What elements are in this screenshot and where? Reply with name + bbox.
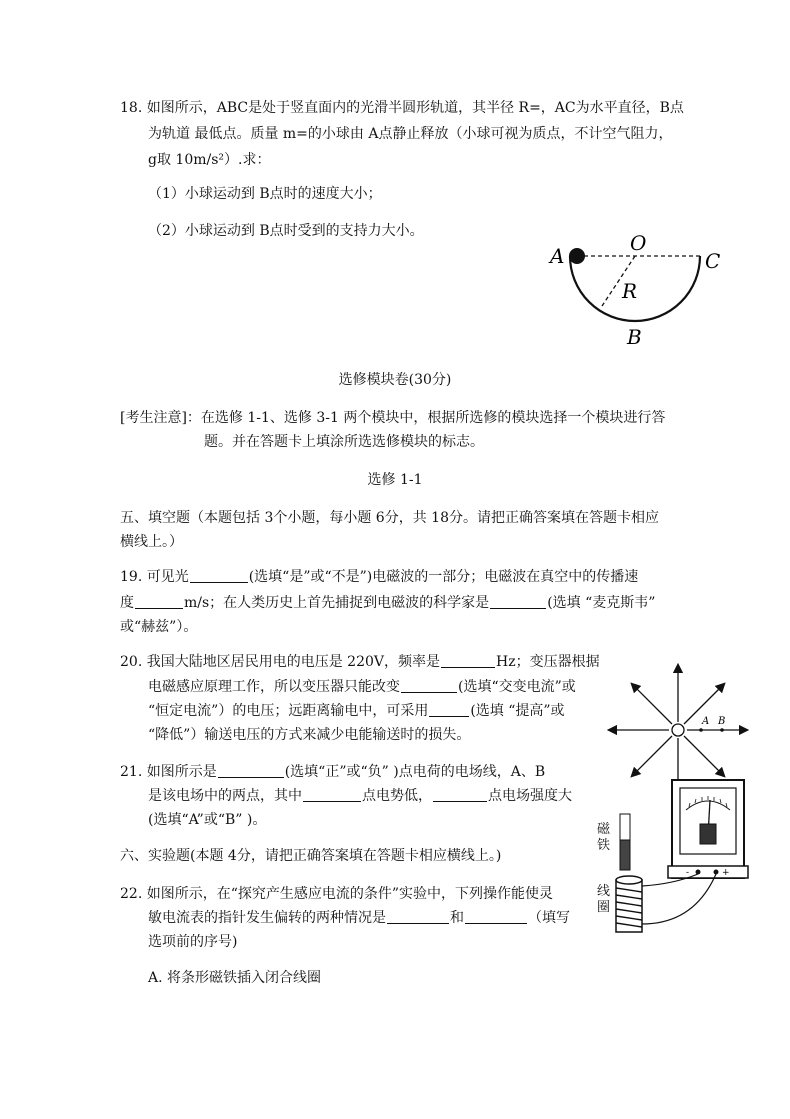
field-line-lower-right [684, 736, 722, 774]
q21-text-1a: 21. 如图所示是 [120, 764, 217, 780]
q22-text-2c: （填写 [528, 910, 570, 926]
q19-blank-2[interactable] [135, 594, 183, 609]
q18-sub-1: （1）小球运动到 B点时的速度大小； [148, 186, 382, 202]
q22-text-2b: 和 [450, 910, 464, 926]
wire-2 [642, 874, 716, 924]
q20-text-3a: “恒定电流”）的电压；远距离输电中，可采用 [148, 703, 429, 719]
galvanometer-coil [700, 824, 716, 844]
q19-blank-3[interactable] [490, 594, 546, 609]
q21-text-1b: (选填“正”或“负” )点电荷的电场线，A、B [284, 764, 546, 780]
q19-blank-1[interactable] [190, 568, 248, 583]
q19-text-1a: 19. 可见光 [120, 569, 189, 585]
q20-blank-1[interactable] [441, 653, 495, 668]
q19-text-1b: (选填“是”或“不是”)电磁波的一部分；电磁波在真空中的传播速 [248, 569, 639, 585]
q21-text-2b: 点电势低， [362, 788, 432, 804]
q18-line-2: 为轨道 最低点。质量 m=的小球由 A点静止释放（小球可视为质点，不计空气阻力， [148, 126, 673, 142]
q22-line-1: 22. 如图所示，在“探究产生感应电流的条件”实验中，下列操作能使灵 [120, 886, 554, 902]
q18-line-1: 18. 如图所示，ABC是处于竖直面内的光滑半圆形轨道，其半径 R=，AC为水平直径，B点 [120, 100, 684, 116]
q21-text-2a: 是该电场中的两点，其中 [148, 788, 302, 804]
q21-blank-3[interactable] [433, 787, 487, 802]
q20-text-2b: (选填“交变电流”或 [458, 679, 576, 695]
field-line-lower-left [634, 736, 672, 774]
coil-label: 线圈 [597, 884, 611, 915]
label-r: R [622, 279, 638, 303]
q22-option-a: A. 将条形磁铁插入闭合线圈 [148, 970, 322, 986]
q18-sub-2: （2）小球运动到 B点时受到的支持力大小。 [148, 223, 424, 239]
q20-line-2 [148, 677, 576, 697]
q19-text-2a: 度 [120, 595, 134, 611]
q20-blank-3[interactable] [429, 702, 469, 717]
part6-title: 六、实验题(本题 4分，请把正确答案填在答题卡相应横线上。) [120, 848, 502, 864]
q21-blank-2[interactable] [303, 787, 361, 802]
part5-line-1: 五、填空题（本题包括 3个小题，每小题 6分，共 18分。请把正确答案填在答题卡相应 [120, 510, 659, 526]
q22-line-2 [148, 908, 570, 928]
point-b [720, 728, 724, 732]
field-label-b: B [718, 716, 726, 727]
q21-line-1 [120, 762, 545, 782]
field-label-a: A [702, 716, 710, 727]
q21-line-2 [148, 786, 572, 806]
q21-blank-1[interactable] [218, 763, 284, 778]
q20-text-2a: 电磁感应原理工作，所以变压器只能改变 [148, 679, 400, 695]
induction-experiment-figure [594, 774, 754, 944]
notice-line-1: [考生注意]：在选修 1-1、选修 3-1 两个模块中，根据所选修的模块选择一个模块进行答 [120, 410, 666, 426]
notice-line-2: 题。并在答题卡上填涂所选选修模块的标志。 [204, 434, 484, 450]
q22-line-3: 选项前的序号) [148, 934, 238, 950]
section-title: 选修模块卷(30分) [338, 372, 452, 388]
galvanometer-base [668, 866, 748, 878]
q20-line-4: “降低”）输送电压的方式来减少电能输送时的损失。 [148, 727, 471, 743]
field-line-upper-left [634, 686, 672, 724]
q19-line-3: 或“赫兹”）。 [120, 619, 198, 635]
q19-text-2b: m/s；在人类历史上首先捕捉到电磁波的科学家是 [184, 595, 490, 611]
point-a [699, 728, 703, 732]
module-title: 选修 1-1 [367, 472, 423, 488]
q20-text-1a: 20. 我国大陆地区居民用电的电压是 220V，频率是 [120, 654, 440, 670]
label-o: O [630, 231, 647, 255]
q20-blank-2[interactable] [401, 678, 457, 693]
terminal-plus: + [722, 868, 730, 878]
label-a: A [550, 244, 565, 268]
q21-text-2c: 点电场强度大 [488, 788, 572, 804]
semicircle-track-figure [540, 228, 740, 352]
q20-text-1b: Hz；变压器根据 [496, 654, 600, 670]
label-b: B [627, 325, 642, 349]
label-c: C [705, 249, 721, 273]
q19-line-1 [120, 567, 638, 587]
point-charge [672, 724, 684, 736]
q20-line-1 [120, 652, 600, 672]
q20-text-3b: (选填 “提高”或 [470, 703, 565, 719]
q22-blank-1[interactable] [387, 909, 449, 924]
terminal-minus: - [686, 868, 690, 878]
q22-text-2a: 敏电流表的指针发生偏转的两种情况是 [148, 910, 386, 926]
q19-line-2 [120, 593, 655, 613]
q22-blank-2[interactable] [465, 909, 527, 924]
q21-line-3: (选填“A”或“B” )。 [148, 812, 267, 828]
magnet-label: 磁铁 [597, 822, 611, 853]
part5-line-2: 横线上。） [120, 534, 183, 550]
q20-line-3 [148, 701, 565, 721]
q18-line-3: g取 10m/s²）.求： [148, 152, 271, 168]
q19-text-2c: (选填 “麦克斯韦” [547, 595, 656, 611]
ball [569, 248, 585, 264]
